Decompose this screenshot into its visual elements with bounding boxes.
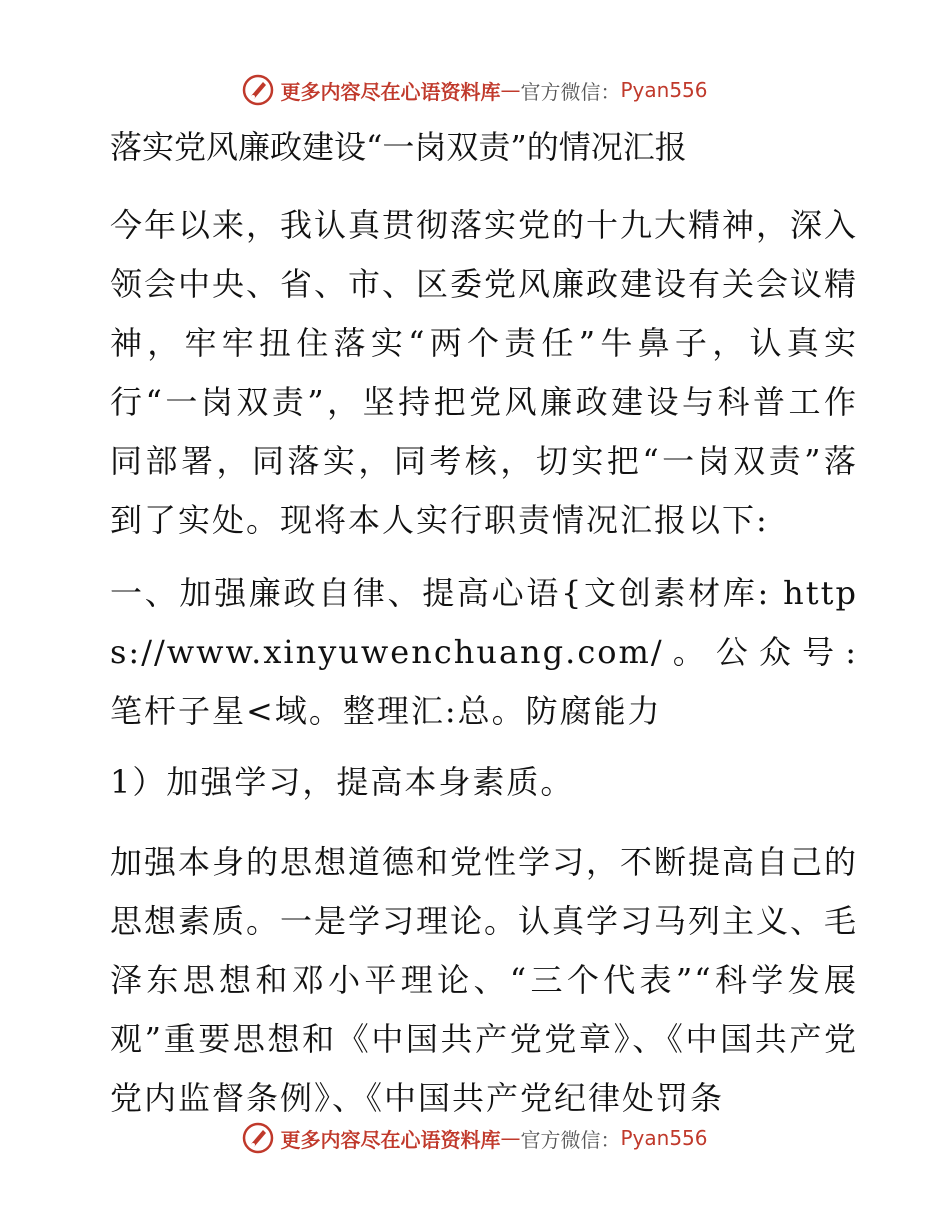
header-watermark-banner <box>0 70 950 110</box>
banner-dash: — <box>500 1126 521 1150</box>
section-heading-1: 一、加强廉政自律、提高心语{文创素材库: https://www.xinyuwenchuang.com/。公众号: 笔杆子星<域。整理汇:总。防腐能力 <box>110 574 858 730</box>
body-paragraph-2: 加强本身的思想道德和党性学习，不断提高自己的思想素质。一是学习理论。认真学习马列主义、毛泽东思想和邓小平理论、“三个代表”“科学发展观”重要思想和《中国共产党党章》、《中国共产党党内监督条例》、《中国共产党纪律处罚条 <box>110 843 859 1117</box>
banner-wechat-label: 官方微信： <box>520 1127 621 1152</box>
banner-wechat-id: Pyan556 <box>620 1126 708 1150</box>
banner-wechat-id: Pyan556 <box>620 78 708 102</box>
document-body <box>98 124 858 1128</box>
banner-slogan: 更多内容尽在心语资料库 <box>280 1127 501 1152</box>
banner-slogan: 更多内容尽在心语资料库 <box>280 79 501 104</box>
subsection-heading-1: 1）加强学习，提高本身素质。 <box>110 763 575 801</box>
document-title: 落实党风廉政建设“一岗双责”的情况汇报 <box>110 128 687 166</box>
intro-paragraph: 今年以来，我认真贯彻落实党的十九大精神，深入领会中央、省、市、区委党风廉政建设有关会议精神，牢牢扭住落实“两个责任”牛鼻子，认真实行“一岗双责”，坚持把党风廉政建设与科普工作同部署，同落实，同考核，切实把“一岗双责”落到了实处。现将本人实行职责情况汇报以下: <box>110 206 859 539</box>
footer-watermark-banner <box>0 1118 950 1158</box>
banner-wechat-label: 官方微信： <box>520 79 621 104</box>
brand-logo-icon <box>242 1122 274 1154</box>
banner-dash: — <box>500 78 521 102</box>
brand-logo-icon <box>242 74 274 106</box>
